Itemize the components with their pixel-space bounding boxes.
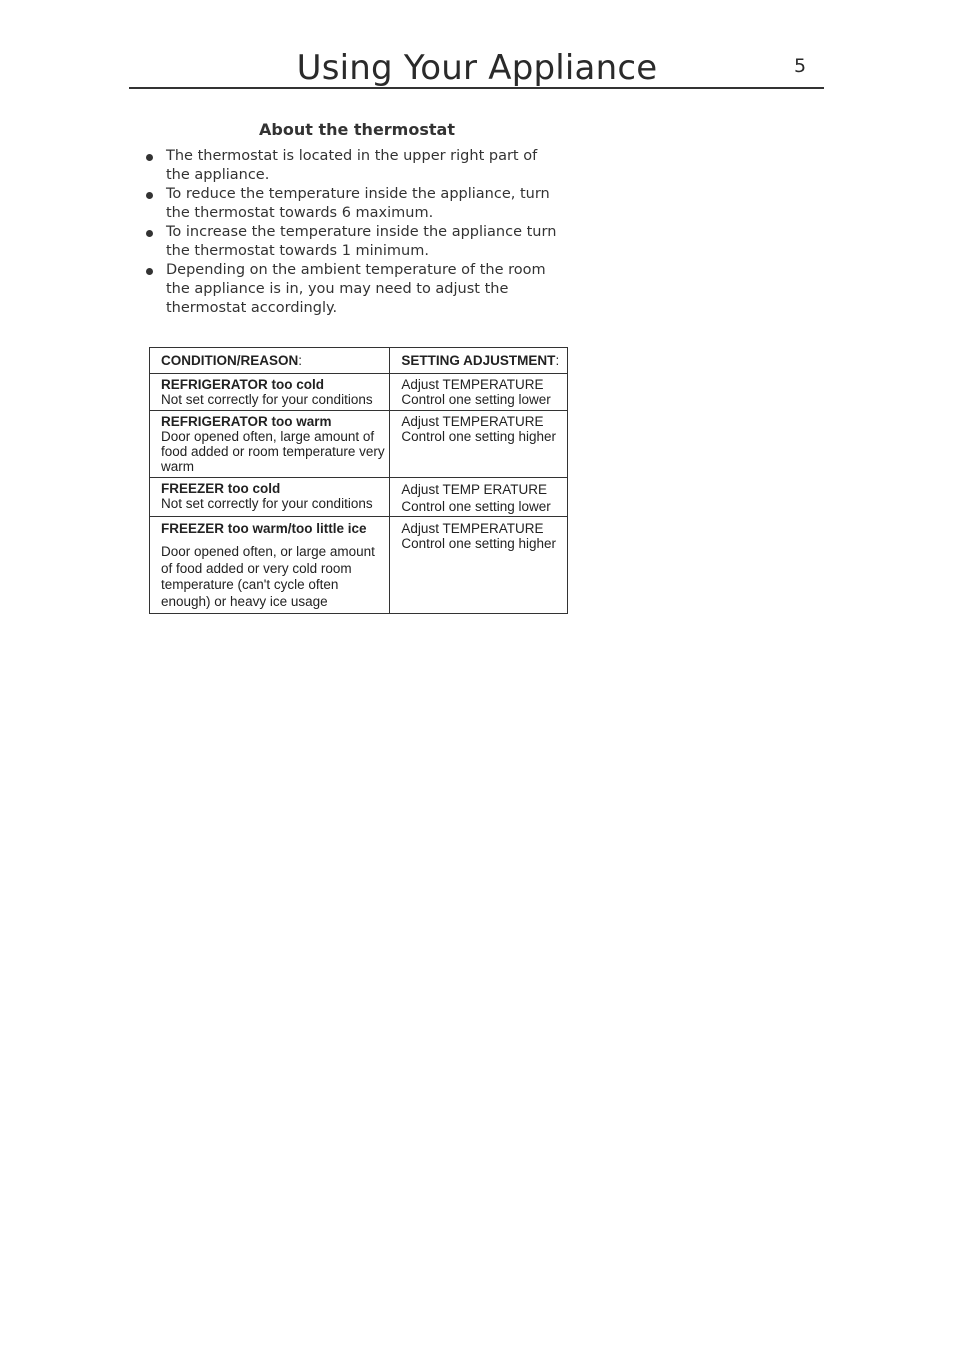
condition-reason: Door opened often, or large amount of food added or very cold room temperature (can't cycle often enough) or heavy ice usage (161, 544, 375, 609)
page-number: 5 (794, 55, 807, 77)
adjustment-text: Adjust TEMPERATURE Control one setting higher (401, 414, 557, 444)
bullet-item (144, 261, 564, 318)
bullet-text: To reduce the temperature inside the appliance, turn the thermostat towards 6 maximum. (166, 186, 550, 221)
bullet-icon (146, 268, 153, 275)
condition-cell (150, 517, 390, 614)
title-divider (129, 87, 824, 89)
condition-reason: Door opened often, large amount of food added or room temperature very warm (161, 429, 385, 474)
table-header-row (150, 348, 568, 374)
condition-title: FREEZER too cold (161, 481, 281, 496)
condition-cell (150, 478, 390, 517)
adjustment-cell (390, 411, 568, 478)
bullet-item (144, 147, 564, 185)
condition-reason: Not set correctly for your conditions (161, 496, 373, 511)
condition-title: FREEZER too warm/too little ice (161, 521, 367, 536)
page-title: Using Your Appliance (296, 48, 658, 88)
thermostat-bullet-list (144, 147, 564, 318)
adjustment-cell (390, 517, 568, 614)
table-row (150, 374, 568, 411)
section-heading: About the thermostat (259, 120, 455, 139)
header-cell-condition (150, 348, 390, 374)
adjustment-cell (390, 374, 568, 411)
bullet-icon (146, 154, 153, 161)
bullet-text: Depending on the ambient temperature of the room the appliance is in, you may need to adjust the thermostat accordingly. (166, 262, 546, 316)
table-row (150, 517, 568, 614)
header-condition-colon: : (298, 353, 303, 368)
adjustment-text: Adjust TEMP ERATURE Control one setting lower (401, 482, 551, 514)
header-condition-label: CONDITION/REASON (161, 353, 299, 368)
bullet-icon (146, 230, 153, 237)
adjustment-text: Adjust TEMPERATURE Control one setting lower (401, 377, 551, 407)
adjustment-text: Adjust TEMPERATURE Control one setting higher (401, 521, 557, 551)
bullet-item (144, 185, 564, 223)
condition-title: REFRIGERATOR too cold (161, 377, 324, 392)
bullet-text: The thermostat is located in the upper right part of the appliance. (166, 148, 538, 183)
condition-cell (150, 411, 390, 478)
header-setting-colon: : (555, 353, 560, 368)
troubleshooting-table (149, 347, 568, 614)
condition-reason: Not set correctly for your conditions (161, 392, 373, 407)
header-cell-setting (390, 348, 568, 374)
adjustment-cell (390, 478, 568, 517)
bullet-text: To increase the temperature inside the appliance turn the thermostat towards 1 minimum. (166, 224, 557, 259)
header-setting-label: SETTING ADJUSTMENT (401, 353, 556, 368)
table-row (150, 478, 568, 517)
bullet-item (144, 223, 564, 261)
bullet-icon (146, 192, 153, 199)
condition-title: REFRIGERATOR too warm (161, 414, 332, 429)
condition-cell (150, 374, 390, 411)
table-row (150, 411, 568, 478)
